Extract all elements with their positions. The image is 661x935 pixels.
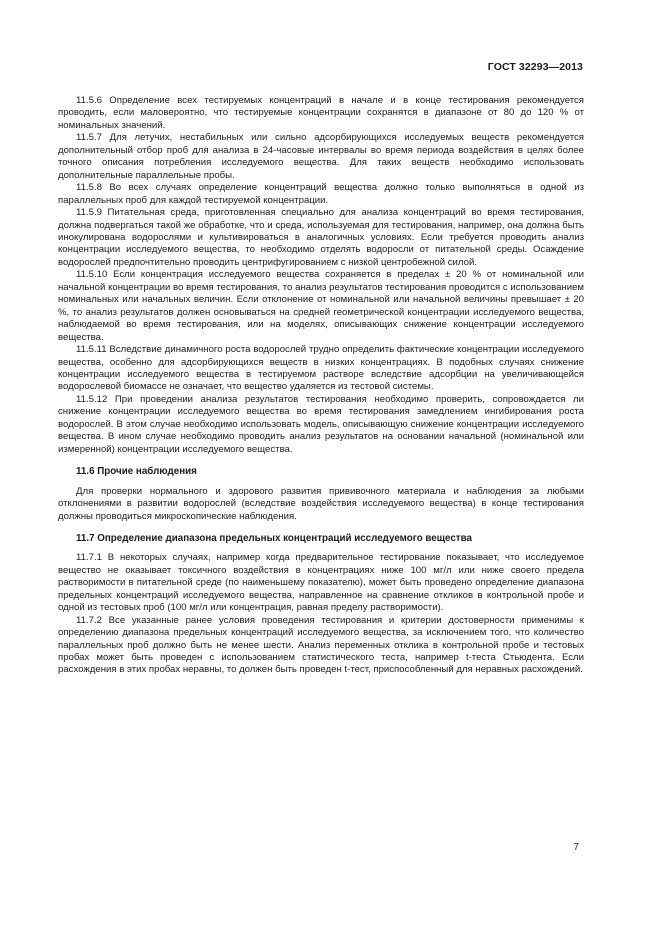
heading-11-6: 11.6 Прочие наблюдения — [76, 466, 197, 478]
paragraph-11-5-7: 11.5.7 Для летучих, нестабильных или сильно адсорбирующихся исследуемых веществ рекомендуется дополнительный отбор проб для анализа в 24-часовые интервалы во время периода воздействия в целях более точного описания потребления исследуемого вещества. Для таких веществ необходимо использовать дополнительные параллельные пробы. — [58, 132, 584, 181]
paragraph-11-5-11: 11.5.11 Вследствие динамичного роста водорослей трудно определить фактические концентрации исследуемого вещества, особенно для адсорбирующихся веществ в низких концентрациях. В подобных случаях снижение концентрации исследуемого вещества в тестируемом растворе вследствие адсорбции на увеличивающейся водорослевой биомассе не означает, что вещество удаляется из тестовой системы. — [58, 344, 584, 393]
standard-header: ГОСТ 32293—2013 — [487, 61, 583, 73]
paragraph-11-5-6: 11.5.6 Определение всех тестируемых концентраций в начале и в конце тестирования рекомендуется проводить, если маловероятно, что тестируемые концентрации сохранятся в диапазоне от 80 до 120 % от номинальных значений. — [58, 95, 584, 131]
paragraph-11-5-12: 11.5.12 При проведении анализа результатов тестирования необходимо проверить, сопровождается ли снижение концентрации исследуемого вещества во время тестирования замедлением ингибирования роста водорослей. В этом случае необходимо использовать модель, описывающую снижение концентрации исследуемого вещества. В ином случае необходимо проводить анализ результатов на основании начальной (номинальной или измеренной) концентрации исследуемого вещества. — [58, 393, 584, 455]
paragraph-11-6: Для проверки нормального и здорового развития прививочного материала и наблюдения за любыми отклонениями в развитии водорослей (вследствие воздействия исследуемого вещества) в конце тестирования должны проводиться микроскопические наблюдения. — [58, 485, 584, 522]
paragraph-11-7-2: 11.7.2 Все указанные ранее условия проведения тестирования и критерии достоверности применимы к определению диапазона предельных концентраций исследуемого вещества, за исключением того, что количество параллельных проб должно быть не менее шести. Анализ переменных отклика в контрольной пробе и тестовых пробах может быть проведен с использованием статистического теста, например t-теста Стьюдента. Если расхождения в этих пробах неравны, то должен быть проведен t-тест, приспособленный для неравных расхождений. — [58, 614, 584, 676]
paragraph-11-7-1: 11.7.1 В некоторых случаях, например когда предварительное тестирование показывает, что исследуемое вещество не оказывает токсичного воздействия в концентрациях ниже 100 мг/л или ниже своего предела растворимости в питательной среде (по наименьшему показателю), может быть проведено определение диапазона предельных концентраций исследуемого вещества, направленное на сравнение откликов в контрольной пробе и одной из тестовых проб (100 мг/л или концентрация, равная пределу растворимости). — [58, 552, 584, 614]
page-number: 7 — [573, 842, 579, 853]
paragraph-11-5-10: 11.5.10 Если концентрация исследуемого вещества сохраняется в пределах ± 20 % от номинальной или начальной концентрации во время тестирования, то анализ результатов тестирования проводится с использованием номинальных или начальных величин. Если отклонение от номинальной или начальной величины превышает ± 20 %, то анализ результатов должен основываться на средней геометрической концентрации исследуемого вещества, наблюдаемой во время тестирования, или на моделях, описывающих снижение концентрации исследуемого вещества. — [58, 269, 584, 343]
heading-11-7: 11.7 Определение диапазона предельных концентраций исследуемого вещества — [76, 532, 472, 544]
paragraph-11-5-8: 11.5.8 Во всех случаях определение концентраций вещества должно только выполняться в одной из параллельных проб для каждой тестируемой концентрации. — [58, 182, 584, 206]
document-body — [58, 95, 584, 677]
paragraph-11-5-9: 11.5.9 Питательная среда, приготовленная специально для анализа концентраций во время тестирования, должна подвергаться такой же обработке, что и среда, используемая для тестирования, например, она должна быть инокулирована водорослями и культивироваться в аналогичных условиях. Если требуется проводить анализ концентрации исследуемого вещества, то необходимо отделять водоросли от питательной среды. Осаждение водорослей предпочтительно проводить центрифугированием с низкой центробежной силой. — [58, 207, 584, 268]
